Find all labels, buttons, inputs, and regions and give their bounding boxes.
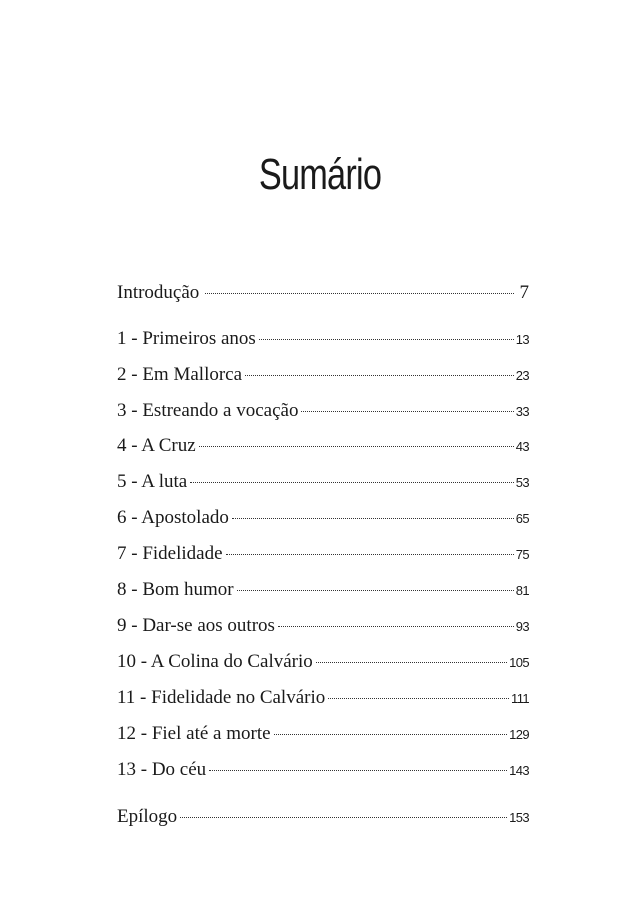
toc-entry-page: 65 (515, 511, 529, 526)
toc-entry-label: Epílogo (117, 806, 178, 827)
toc-entry-page: 7 (519, 282, 529, 303)
toc-entry-label: 5 - A luta (117, 471, 188, 492)
toc-entry-chapter[interactable] (117, 506, 529, 530)
dot-leader (274, 734, 508, 735)
toc-entry-label: 4 - A Cruz (117, 435, 196, 456)
toc-entry-label: 11 - Fidelidade no Calvário (117, 687, 326, 708)
toc-entry-chapter[interactable] (117, 399, 529, 423)
toc-entry-page: 153 (509, 810, 529, 825)
toc-entry-chapter[interactable] (117, 758, 529, 782)
toc-entry-epilogue[interactable] (117, 805, 529, 829)
dot-leader (205, 293, 513, 294)
toc-entry-label: 13 - Do céu (117, 759, 207, 780)
toc-entry-page: 143 (509, 763, 529, 778)
toc-entry-chapter[interactable] (117, 722, 529, 746)
dot-leader (245, 375, 514, 376)
toc-entry-chapter[interactable] (117, 470, 529, 494)
page-title: Sumário (258, 150, 382, 199)
toc-entry-page: 105 (509, 655, 529, 670)
toc-entry-page: 53 (515, 475, 529, 490)
toc-entry-label: 8 - Bom humor (117, 579, 234, 600)
toc-entry-page: 129 (509, 727, 529, 742)
dot-leader (328, 698, 509, 699)
toc-entry-chapter[interactable] (117, 650, 529, 674)
toc-entry-page: 111 (511, 691, 529, 706)
dot-leader (199, 446, 514, 447)
toc-entry-page: 33 (515, 404, 529, 419)
toc-entry-chapter[interactable] (117, 434, 529, 458)
toc-entry-chapter[interactable] (117, 363, 529, 387)
toc-entry-label: 1 - Primeiros anos (117, 328, 256, 349)
toc-entry-chapter[interactable] (117, 686, 529, 710)
toc-entry-chapter[interactable] (117, 578, 529, 602)
toc-entry-label: 12 - Fiel até a morte (117, 723, 271, 744)
dot-leader (190, 482, 514, 483)
toc-entry-page: 13 (515, 332, 529, 347)
dot-leader (237, 590, 514, 591)
dot-leader (316, 662, 507, 663)
dot-leader (301, 411, 513, 412)
toc-entry-introduction[interactable] (117, 281, 529, 305)
dot-leader (259, 339, 514, 340)
toc-entry-label: 3 - Estreando a vocação (117, 400, 299, 421)
toc-entry-label: Introdução (117, 282, 200, 303)
toc-entry-page: 93 (515, 619, 529, 634)
toc-entry-page: 75 (515, 547, 529, 562)
toc-entry-page: 23 (515, 368, 529, 383)
toc-entry-label: 7 - Fidelidade (117, 543, 223, 564)
toc-entry-label: 9 - Dar-se aos outros (117, 615, 275, 636)
dot-leader (232, 518, 514, 519)
dot-leader (278, 626, 514, 627)
toc-entry-chapter[interactable] (117, 542, 529, 566)
toc-entry-chapter[interactable] (117, 614, 529, 638)
dot-leader (209, 770, 507, 771)
toc-entry-page: 81 (515, 583, 529, 598)
toc-entry-chapter[interactable] (117, 327, 529, 351)
dot-leader (180, 817, 507, 818)
toc-entry-label: 6 - Apostolado (117, 507, 229, 528)
toc-entry-label: 2 - Em Mallorca (117, 364, 243, 385)
toc-entry-page: 43 (515, 439, 529, 454)
toc-entry-label: 10 - A Colina do Calvário (117, 651, 313, 672)
dot-leader (226, 554, 514, 555)
